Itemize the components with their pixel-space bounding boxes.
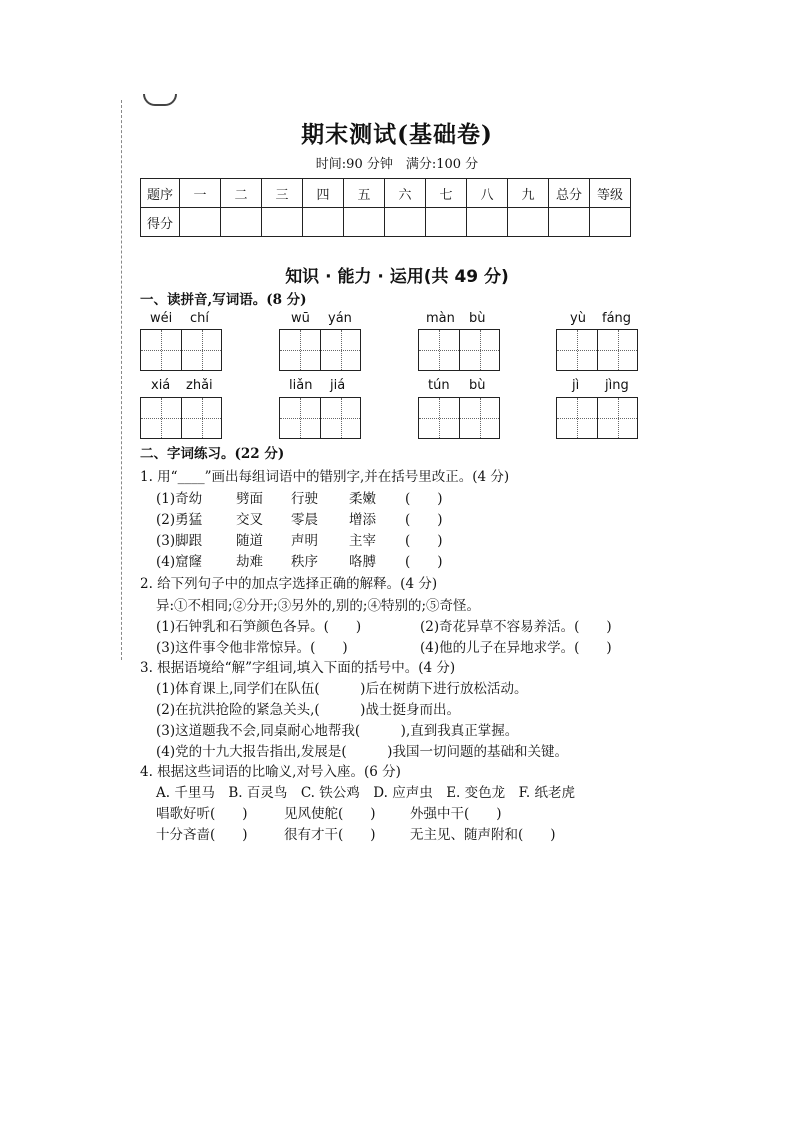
score-header-cell: 九: [508, 179, 549, 208]
score-header-cell: 四: [303, 179, 344, 208]
question-2-item[interactable]: (1)石钟乳和石笋颜色各异。( ): [156, 619, 362, 635]
score-table-score-row: [141, 208, 631, 237]
page-title: 期末测试(基础卷): [301, 121, 493, 148]
word-item: 交叉: [236, 512, 263, 528]
pinyin-label: yán: [328, 311, 352, 326]
part2-heading: 二、字词练习。(22 分): [140, 446, 285, 462]
word-item: 劫难: [236, 554, 263, 570]
word-item: 劈面: [236, 491, 263, 507]
binding-margin-line: [121, 100, 123, 660]
writing-grid[interactable]: [279, 329, 361, 371]
word-item: (2)勇猛: [156, 512, 203, 528]
writing-grid[interactable]: [556, 397, 638, 439]
score-input-cell[interactable]: [303, 208, 344, 237]
word-item: (3)脚跟: [156, 533, 203, 549]
word-item: 声明: [291, 533, 318, 549]
word-item: 行驶: [291, 491, 318, 507]
question-2-meanings: 异:①不相同;②分开;③另外的,别的;④特别的;⑤奇怪。: [156, 598, 481, 614]
match-item[interactable]: 很有才干( ): [284, 827, 376, 843]
writing-grid[interactable]: [140, 329, 222, 371]
match-item[interactable]: 外强中干( ): [410, 806, 502, 822]
score-input-cell[interactable]: [262, 208, 303, 237]
question-3-item[interactable]: (3)这道题我不会,同桌耐心地帮我( ),直到我真正掌握。: [156, 723, 519, 739]
writing-grid[interactable]: [556, 329, 638, 371]
pinyin-label: wū: [291, 311, 310, 326]
word-item: 增添: [349, 512, 376, 528]
pinyin-label: chí: [190, 311, 209, 326]
answer-blank[interactable]: ( ): [405, 491, 443, 507]
match-item[interactable]: 见风使舵( ): [284, 806, 376, 822]
pinyin-label: jiá: [330, 378, 346, 393]
pinyin-label: zhǎi: [186, 378, 213, 393]
score-header-cell: 总分: [549, 179, 590, 208]
writing-grid[interactable]: [279, 397, 361, 439]
writing-grid[interactable]: [418, 329, 500, 371]
score-header-cell: 七: [426, 179, 467, 208]
question-1-row: [156, 529, 443, 549]
score-input-cell[interactable]: [467, 208, 508, 237]
score-header-cell: 一: [180, 179, 221, 208]
match-item[interactable]: 十分吝啬( ): [156, 827, 248, 843]
match-item[interactable]: 唱歌好听( ): [156, 806, 248, 822]
pinyin-label: bù: [469, 378, 486, 393]
score-header-cell: 二: [221, 179, 262, 208]
question-2-prompt: 2. 给下列句子中的加点字选择正确的解释。(4 分): [140, 576, 438, 592]
answer-blank[interactable]: ( ): [405, 533, 443, 549]
corner-logo-mark: [143, 94, 177, 106]
question-4-prompt: 4. 根据这些词语的比喻义,对号入座。(6 分): [140, 764, 401, 780]
score-input-cell[interactable]: [344, 208, 385, 237]
question-1-prompt: 1. 用“____”画出每组词语中的错别字,并在括号里改正。(4 分): [140, 469, 510, 485]
pinyin-label: jìng: [605, 378, 629, 393]
score-header-cell: 三: [262, 179, 303, 208]
pinyin-label: wéi: [150, 311, 173, 326]
word-item: 咯膊: [349, 554, 376, 570]
exam-time-score: 时间:90 分钟 满分:100 分: [315, 157, 479, 172]
writing-grid[interactable]: [418, 397, 500, 439]
score-table: [140, 178, 631, 237]
question-3-prompt: 3. 根据语境给“解”字组词,填入下面的括号中。(4 分): [140, 660, 456, 676]
word-item: 主宰: [349, 533, 376, 549]
writing-grid[interactable]: [140, 397, 222, 439]
word-item: 秩序: [291, 554, 318, 570]
section-title: 知识 · 能力 · 运用(共 49 分): [285, 267, 509, 287]
word-item: 柔嫩: [349, 491, 376, 507]
pinyin-label: fáng: [602, 311, 632, 326]
score-input-cell[interactable]: [426, 208, 467, 237]
pinyin-label: tún: [428, 378, 450, 393]
score-input-cell[interactable]: [590, 208, 631, 237]
pinyin-label: liǎn: [289, 378, 313, 393]
question-1-row: [156, 550, 443, 570]
score-row-label: 得分: [141, 208, 180, 237]
question-4-row: [156, 802, 502, 822]
part1-heading: 一、读拼音,写词语。(8 分): [140, 292, 307, 308]
word-item: (1)奇幼: [156, 491, 203, 507]
score-input-cell[interactable]: [385, 208, 426, 237]
score-header-cell: 八: [467, 179, 508, 208]
score-header-cell: 题序: [141, 179, 180, 208]
question-2-item[interactable]: (2)奇花异草不容易养活。( ): [420, 619, 612, 635]
score-header-cell: 等级: [590, 179, 631, 208]
pinyin-label: yù: [570, 311, 586, 326]
score-input-cell[interactable]: [221, 208, 262, 237]
question-1-row: [156, 508, 443, 528]
score-input-cell[interactable]: [549, 208, 590, 237]
pinyin-label: jì: [572, 378, 580, 393]
score-input-cell[interactable]: [180, 208, 221, 237]
question-3-item[interactable]: (2)在抗洪抢险的紧急关头,( )战士挺身而出。: [156, 702, 460, 718]
word-item: (4)窟窿: [156, 554, 203, 570]
word-item: 零晨: [291, 512, 318, 528]
question-1-row: [156, 487, 443, 507]
score-header-cell: 五: [344, 179, 385, 208]
question-2-item[interactable]: (3)这件事令他非常惊异。( ): [156, 640, 348, 656]
word-item: 随道: [236, 533, 263, 549]
question-2-item[interactable]: (4)他的儿子在异地求学。( ): [420, 640, 612, 656]
answer-blank[interactable]: ( ): [405, 554, 443, 570]
pinyin-label: bù: [469, 311, 486, 326]
question-4-row: [156, 823, 556, 843]
pinyin-label: xiá: [151, 378, 171, 393]
score-table-header-row: [141, 179, 631, 208]
question-3-item[interactable]: (4)党的十九大报告指出,发展是( )我国一切问题的基础和关键。: [156, 744, 568, 760]
answer-blank[interactable]: ( ): [405, 512, 443, 528]
pinyin-label: màn: [426, 311, 455, 326]
match-item[interactable]: 无主见、随声附和( ): [410, 827, 556, 843]
score-header-cell: 六: [385, 179, 426, 208]
question-4-options: A. 千里马 B. 百灵鸟 C. 铁公鸡 D. 应声虫 E. 变色龙 F. 纸老虎: [156, 785, 575, 801]
question-3-item[interactable]: (1)体育课上,同学们在队伍( )后在树荫下进行放松活动。: [156, 681, 528, 697]
score-input-cell[interactable]: [508, 208, 549, 237]
